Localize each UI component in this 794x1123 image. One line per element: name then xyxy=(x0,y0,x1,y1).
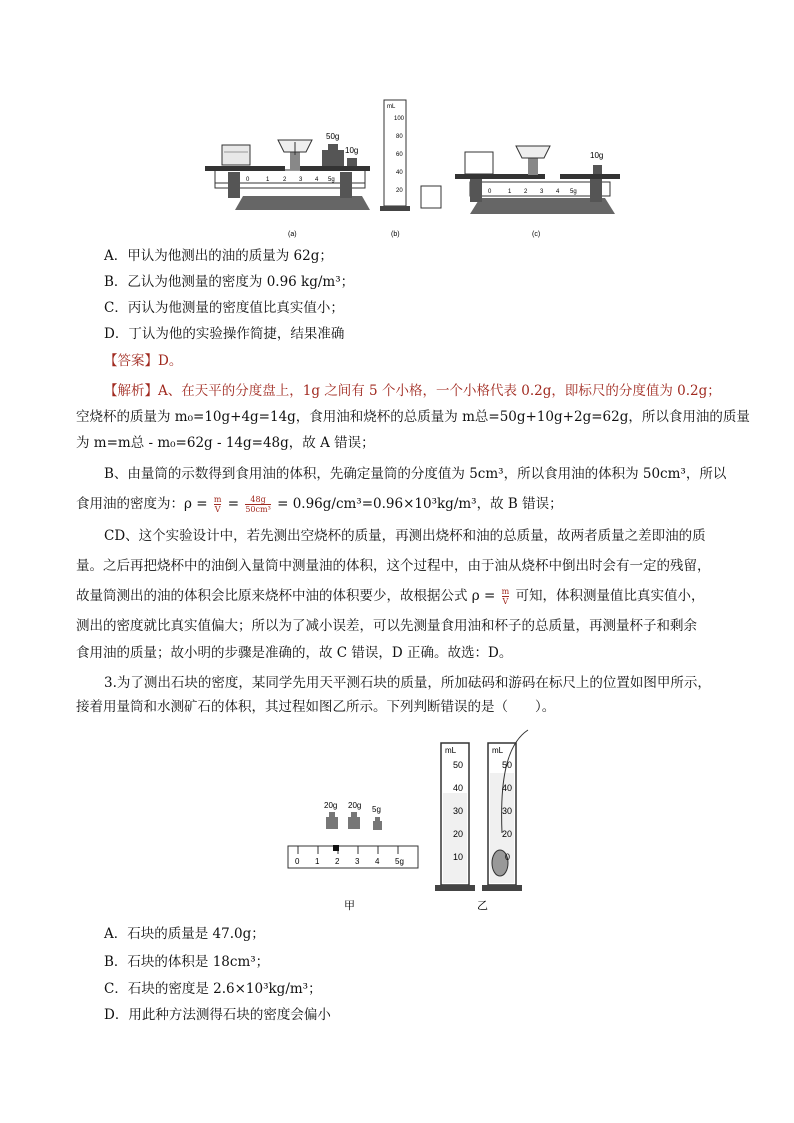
formula-m-over-v xyxy=(214,495,222,514)
cyl-b-tick: 60 xyxy=(396,152,403,158)
scale-c-tick: 2 xyxy=(524,189,528,195)
scale-a-tick: 1 xyxy=(266,177,270,183)
scale-c-tick: 5g xyxy=(570,189,577,195)
frac-num: 48g xyxy=(245,495,270,505)
q2-analysis-9: 测出的密度就比真实值偏大；所以为了减小误差，可以先测量食用油和杯子的总质量，再测量杯子和剩余 xyxy=(76,618,697,634)
q3-option-a: A．石块的质量是 47.0g； xyxy=(104,926,265,942)
q3-stem-1: 3.为了测出石块的密度，某同学先用天平测石块的质量，所加砝码和游码在标尺上的位置如图甲所示， xyxy=(104,675,711,691)
scale-c-tick: 0 xyxy=(488,189,492,195)
q3-option-d: D．用此种方法测得石块的密度会偏小 xyxy=(104,1007,331,1023)
label-c: (c) xyxy=(532,231,541,238)
cyl1-tick: 50 xyxy=(453,760,464,770)
q2-analysis-1: 【解析】A、在天平的分度盘上，1g 之间有 5 个小格，一个小格代表 0.2g，即标尺的分度值为 0.2g； xyxy=(104,383,721,399)
cyl2-ml: mL xyxy=(492,746,504,755)
cyl1-tick: 10 xyxy=(453,852,464,862)
weight-10g-c-label: 10g xyxy=(590,151,604,160)
q2-answer: 【答案】D。 xyxy=(104,353,183,369)
cyl-b-tick: 100 xyxy=(394,116,405,122)
scale-jia-tick: 5g xyxy=(395,857,404,866)
cyl-b-tick: 20 xyxy=(396,188,403,194)
cyl1-ml: mL xyxy=(445,746,457,755)
q2-analysis-5 xyxy=(76,494,563,514)
q2-analysis-6: CD、这个实验设计中，若先测出空烧杯的质量，再测出烧杯和油的总质量，故两者质量之差即油的质 xyxy=(104,528,706,544)
scale-jia-tick: 1 xyxy=(315,857,320,866)
scale-a-tick: 5g xyxy=(328,177,335,183)
q3-stem-2: 接着用量筒和水测矿石的体积，其过程如图乙所示。下列判断错误的是（ ）。 xyxy=(76,699,556,715)
cylinder-b xyxy=(380,100,441,238)
q2-analysis-8a: 故量筒测出的油的体积会比原来烧杯中油的体积要少，故根据公式 ρ = xyxy=(76,588,496,604)
q2-analysis-5b: = 0.96g/cm³=0.96×10³kg/m³，故 B 错误； xyxy=(277,496,563,512)
formula-48-over-50 xyxy=(245,495,270,514)
cyl-b-tick: 80 xyxy=(396,134,403,140)
frac-num: m xyxy=(213,495,222,504)
q3-option-c: C．石块的密度是 2.6×10³kg/m³； xyxy=(104,981,322,997)
q2-analysis-8 xyxy=(76,586,705,606)
weight-10g-label: 10g xyxy=(345,146,359,155)
figure-q3 xyxy=(0,725,794,925)
scale-jia-tick: 3 xyxy=(355,857,360,866)
q2-analysis-7: 量。之后再把烧杯中的油倒入量筒中测量油的体积，这个过程中，由于油从烧杯中倒出时会有一定的残留， xyxy=(76,558,711,574)
cyl2-tick: 0 xyxy=(505,852,511,862)
frac-den: V xyxy=(502,597,509,606)
cyl2-tick: 50 xyxy=(502,760,513,770)
q2-analysis-4: B、由量筒的示数得到食用油的体积，先确定量筒的分度值为 5cm³，所以食用油的体积为 50cm³，所以 xyxy=(104,466,727,482)
balance-a xyxy=(205,132,370,238)
figure-balance-set xyxy=(0,0,794,245)
weight-50g-label: 50g xyxy=(326,132,340,141)
weight-20g-2-label: 20g xyxy=(348,801,362,810)
frac-num: m xyxy=(501,587,510,596)
weight-20g-1-label: 20g xyxy=(324,801,338,810)
scale-c-tick: 4 xyxy=(556,189,560,195)
cylinder-1 xyxy=(435,743,475,891)
q2-analysis-8b: 可知，体积测量值比真实值小， xyxy=(515,588,705,604)
q2-analysis-2: 空烧杯的质量为 m₀=10g+4g=14g，食用油和烧杯的总质量为 m总=50g+10g+2g=62g，所以食用油的质量 xyxy=(76,409,750,425)
formula-rho xyxy=(502,587,510,606)
q2-analysis-5a: 食用油的密度为：ρ = xyxy=(76,496,208,512)
frac-den: 50cm³ xyxy=(245,505,271,514)
frac-den: V xyxy=(214,505,221,514)
label-yi: 乙 xyxy=(477,900,488,912)
scale-c-tick: 3 xyxy=(540,189,544,195)
cyl1-tick: 20 xyxy=(453,829,464,839)
label-jia: 甲 xyxy=(344,900,355,912)
scale-jia xyxy=(288,845,418,868)
q2-analysis-3: 为 m=m总 - m₀=62g - 14g=48g，故 A 错误； xyxy=(76,435,375,451)
scale-jia-tick: 0 xyxy=(295,857,300,866)
weight-5g-label: 5g xyxy=(372,805,381,814)
balance-c xyxy=(455,146,620,238)
scale-a-tick: 0 xyxy=(246,177,250,183)
weights-jia xyxy=(324,801,382,830)
scale-a-tick: 2 xyxy=(283,177,287,183)
label-b: (b) xyxy=(391,231,400,238)
cyl2-tick: 40 xyxy=(502,783,513,793)
q2-analysis-5-eq: = xyxy=(227,496,240,512)
cyl1-tick: 40 xyxy=(453,783,464,793)
cyl-b-tick: 40 xyxy=(396,170,403,176)
scale-a-tick: 4 xyxy=(315,177,319,183)
q2-option-d: D．丁认为他的实验操作简捷，结果准确 xyxy=(104,326,345,342)
scale-c-tick: 1 xyxy=(508,189,512,195)
cyl2-tick: 20 xyxy=(502,829,513,839)
scale-a-tick: 3 xyxy=(299,177,303,183)
scale-jia-tick: 4 xyxy=(375,857,380,866)
cyl2-tick: 30 xyxy=(502,806,513,816)
q2-option-a: A．甲认为他测出的油的质量为 62g； xyxy=(104,248,333,264)
q2-analysis-10: 食用油的质量；故小明的步骤是准确的，故 C 错误，D 正确。故选：D。 xyxy=(76,645,513,661)
q2-option-b: B．乙认为他测量的密度为 0.96 kg/m³； xyxy=(104,274,355,290)
cylinder-2 xyxy=(482,730,528,891)
q2-option-c: C．丙认为他测量的密度值比真实值小； xyxy=(104,300,344,316)
cylinder-b-ml: mL xyxy=(387,104,396,110)
cyl1-tick: 30 xyxy=(453,806,464,816)
label-a: (a) xyxy=(288,231,297,238)
scale-jia-tick: 2 xyxy=(335,857,340,866)
q3-option-b: B．石块的体积是 18cm³； xyxy=(104,954,270,970)
